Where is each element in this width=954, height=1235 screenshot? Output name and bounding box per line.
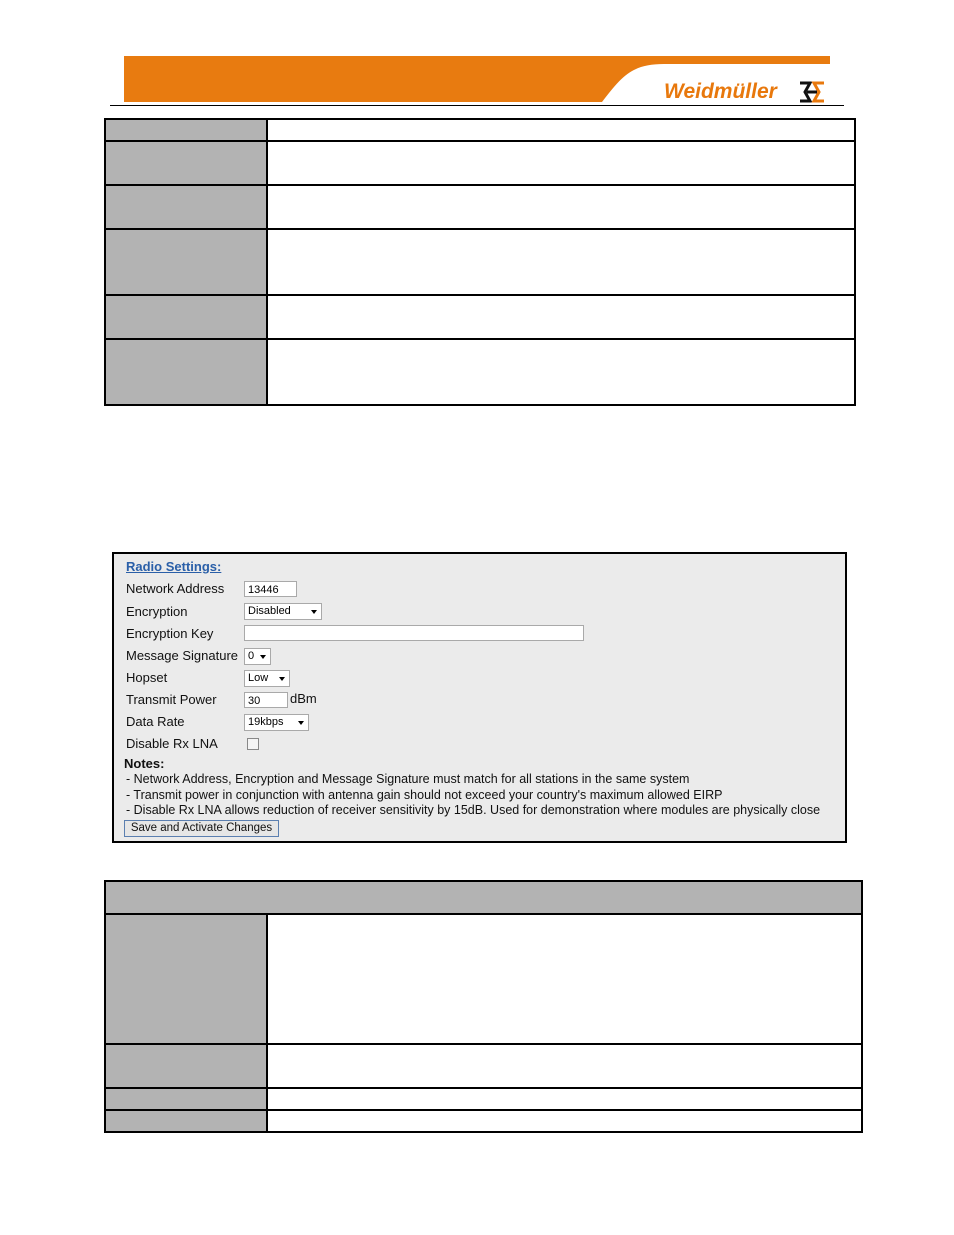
message-signature-select[interactable]	[244, 648, 271, 665]
chevron-down-icon	[311, 610, 317, 614]
brand-logo-icon	[798, 80, 826, 104]
table-value-cell	[267, 914, 862, 1044]
parameter-table-bottom	[104, 880, 863, 1133]
table-label-cell	[105, 339, 267, 405]
table-header-cell	[105, 881, 862, 914]
parameter-table-top	[104, 118, 856, 406]
chevron-down-icon	[279, 677, 285, 681]
brand-logo-text: Weidmüller	[664, 80, 777, 103]
table-value-cell	[267, 185, 855, 229]
table-label-cell	[105, 295, 267, 339]
encryption-select[interactable]	[244, 603, 322, 620]
chevron-down-icon	[298, 721, 304, 725]
save-activate-button[interactable]: Save and Activate Changes	[124, 820, 279, 837]
transmit-power-input[interactable]: 30	[244, 692, 288, 708]
table-value-cell	[267, 339, 855, 405]
radio-settings-title: Radio Settings:	[126, 559, 222, 574]
table-label-cell	[105, 229, 267, 295]
note-line: - Disable Rx LNA allows reduction of receiver sensitivity by 15dB. Used for demonstration where modules are physically close	[126, 803, 821, 817]
note-line: - Network Address, Encryption and Message Signature must match for all stations in the same system	[126, 772, 690, 786]
hopset-value: Low	[248, 672, 269, 684]
chevron-down-icon	[260, 655, 266, 659]
encryption-value: Disabled	[248, 605, 291, 617]
disable-rx-lna-checkbox[interactable]	[247, 738, 259, 750]
table-label-cell	[105, 141, 267, 185]
notes-title: Notes:	[124, 756, 165, 771]
transmit-power-unit: dBm	[290, 691, 317, 706]
encryption-label: Encryption	[126, 604, 188, 619]
network-address-label: Network Address	[126, 581, 225, 596]
hopset-select[interactable]	[244, 670, 290, 687]
data-rate-label: Data Rate	[126, 714, 185, 729]
table-value-cell	[267, 1088, 862, 1110]
table-value-cell	[267, 229, 855, 295]
encryption-key-label: Encryption Key	[126, 626, 214, 641]
table-label-cell	[105, 1110, 267, 1132]
encryption-key-input[interactable]	[244, 625, 584, 641]
table-label-cell	[105, 1088, 267, 1110]
radio-settings-panel	[112, 552, 847, 843]
table-value-cell	[267, 1110, 862, 1132]
table-label-cell	[105, 185, 267, 229]
network-address-input[interactable]: 13446	[244, 581, 297, 597]
transmit-power-label: Transmit Power	[126, 692, 217, 707]
data-rate-value: 19kbps	[248, 716, 284, 728]
note-line: - Transmit power in conjunction with antenna gain should not exceed your country's maximum allowed EIRP	[126, 788, 723, 802]
table-label-cell	[105, 914, 267, 1044]
table-label-cell	[105, 119, 267, 141]
hopset-label: Hopset	[126, 670, 168, 685]
message-signature-label: Message Signature	[126, 648, 239, 663]
data-rate-select[interactable]	[244, 714, 309, 731]
disable-rx-lna-label: Disable Rx LNA	[126, 736, 218, 751]
message-signature-value: 0	[248, 650, 255, 662]
table-value-cell	[267, 119, 855, 141]
table-label-cell	[105, 1044, 267, 1088]
table-value-cell	[267, 1044, 862, 1088]
table-value-cell	[267, 141, 855, 185]
table-value-cell	[267, 295, 855, 339]
header-rule	[110, 105, 844, 106]
